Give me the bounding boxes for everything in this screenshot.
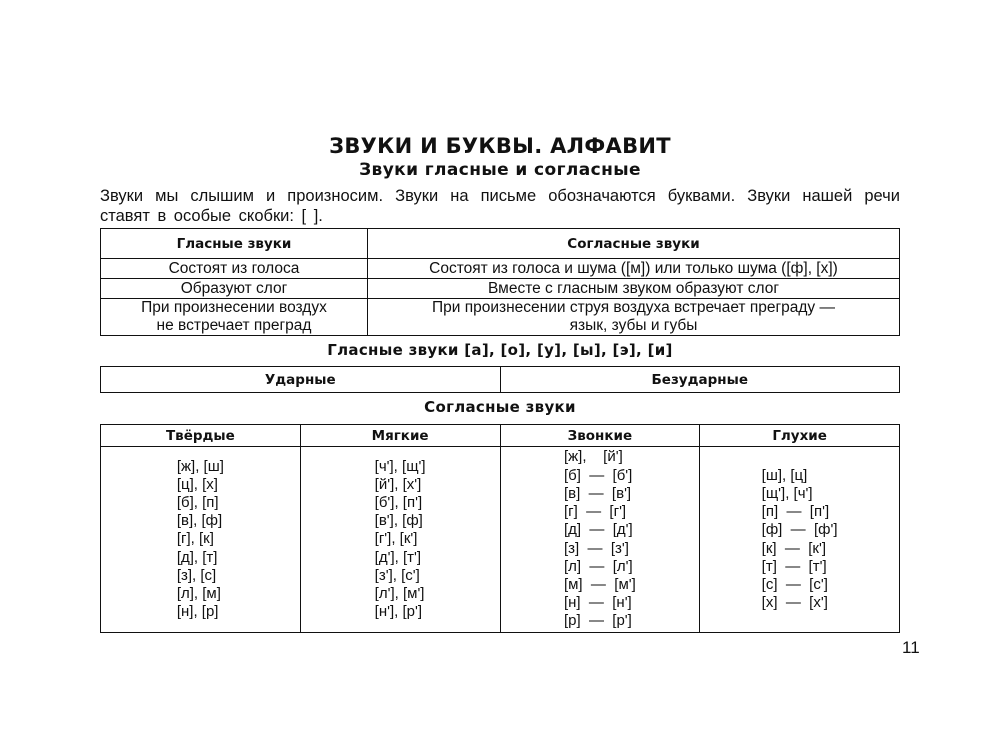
list-item: [т] — [т'] bbox=[761, 557, 827, 575]
table-header-row bbox=[101, 229, 900, 259]
table-cell: При произнесении струя воздуха встречает преграду — язык, зубы и губы bbox=[368, 299, 900, 336]
page-number: 11 bbox=[902, 638, 920, 657]
list-item: [г'], [к'] bbox=[374, 530, 418, 548]
list-item: [ц], [х] bbox=[176, 475, 218, 493]
voiceless-column bbox=[700, 447, 900, 633]
page-subtitle: Звуки гласные и согласные bbox=[359, 160, 641, 180]
list-item: [р] — [р'] bbox=[563, 612, 632, 630]
list-item: [в'], [ф] bbox=[374, 512, 423, 530]
list-item: [б'], [п'] bbox=[374, 493, 423, 511]
consonants-heading: Согласные звуки bbox=[424, 398, 576, 416]
list-item: [д], [т] bbox=[176, 548, 218, 566]
list-item: [ш], [ц] bbox=[761, 466, 808, 484]
voiceless-list bbox=[762, 467, 838, 613]
hard-column bbox=[101, 447, 301, 633]
list-item: [з] — [з'] bbox=[563, 539, 629, 557]
list-item: [л'], [м'] bbox=[374, 585, 425, 602]
table-cell: Состоят из голоса и шума ([м]) или только шума ([ф], [х]) bbox=[368, 259, 900, 279]
list-item: [й'], [х'] bbox=[374, 475, 422, 493]
list-item: [ж], [ш] bbox=[176, 457, 224, 475]
list-item: [б] — [б'] bbox=[563, 466, 633, 484]
unstressed-cell: Безударные bbox=[500, 367, 900, 393]
list-item: [б], [п] bbox=[176, 493, 219, 511]
list-item: [п] — [п'] bbox=[761, 503, 830, 521]
table-cell: Образуют слог bbox=[101, 279, 368, 299]
soft-column bbox=[300, 447, 500, 633]
table-row bbox=[101, 367, 900, 393]
table-row bbox=[101, 259, 900, 279]
list-item: [ф] — [ф'] bbox=[761, 521, 838, 539]
vowels-consonants-table bbox=[100, 228, 900, 336]
header-vowels: Гласные звуки bbox=[101, 229, 368, 259]
header-consonants: Согласные звуки bbox=[368, 229, 900, 259]
header-hard: Твёрдые bbox=[101, 425, 301, 447]
list-item: [г] — [г'] bbox=[563, 503, 627, 521]
table-cell: Вместе с гласным звуком образуют слог bbox=[368, 279, 900, 299]
page-title: ЗВУКИ И БУКВЫ. АЛФАВИТ bbox=[329, 134, 671, 158]
list-item: [ч'], [щ'] bbox=[374, 457, 426, 475]
stress-table bbox=[100, 366, 900, 393]
intro-paragraph: Звуки мы слышим и произносим. Звуки на письме обозначаются буквами. Звуки нашей речи ставят в особые скобки: [ ]. bbox=[100, 187, 900, 225]
list-item: [к] — [к'] bbox=[761, 539, 827, 557]
table-header-row bbox=[101, 425, 900, 447]
list-item: [л] — [л'] bbox=[563, 557, 633, 575]
header-voiceless: Глухие bbox=[700, 425, 900, 447]
consonants-table bbox=[100, 424, 900, 633]
list-item: [д'], [т'] bbox=[374, 548, 422, 566]
list-item: [з], [с] bbox=[176, 566, 217, 584]
voiced-list bbox=[564, 448, 636, 630]
list-item: [н] — [н'] bbox=[563, 594, 632, 612]
soft-list bbox=[375, 458, 426, 622]
table-row bbox=[101, 279, 900, 299]
list-item: [н], [р] bbox=[176, 603, 219, 621]
list-item: [з'], [с'] bbox=[374, 566, 420, 584]
table-row bbox=[101, 447, 900, 633]
header-voiced: Звонкие bbox=[500, 425, 700, 447]
list-item: [х] — [х'] bbox=[761, 594, 828, 612]
table-cell: При произнесении воздух не встречает преград bbox=[101, 299, 368, 336]
table-row bbox=[101, 299, 900, 336]
list-item: [д] — [д'] bbox=[563, 521, 633, 539]
list-item: [ж], [й'] bbox=[563, 448, 623, 466]
list-item: [щ'], [ч'] bbox=[761, 484, 813, 502]
list-item: [г], [к] bbox=[176, 530, 214, 548]
header-soft: Мягкие bbox=[300, 425, 500, 447]
list-item: [в], [ф] bbox=[176, 512, 223, 530]
stressed-cell: Ударные bbox=[101, 367, 501, 393]
table-cell: Состоят из голоса bbox=[101, 259, 368, 279]
list-item: [л], [м] bbox=[176, 585, 221, 602]
voiced-column bbox=[500, 447, 700, 633]
hard-list bbox=[177, 458, 224, 622]
list-item: [н'], [р'] bbox=[374, 603, 423, 621]
list-item: [м] — [м'] bbox=[563, 575, 636, 593]
list-item: [в] — [в'] bbox=[563, 484, 632, 502]
list-item: [с] — [с'] bbox=[761, 575, 828, 593]
vowels-heading: Гласные звуки [а], [о], [у], [ы], [э], [и] bbox=[327, 341, 673, 359]
